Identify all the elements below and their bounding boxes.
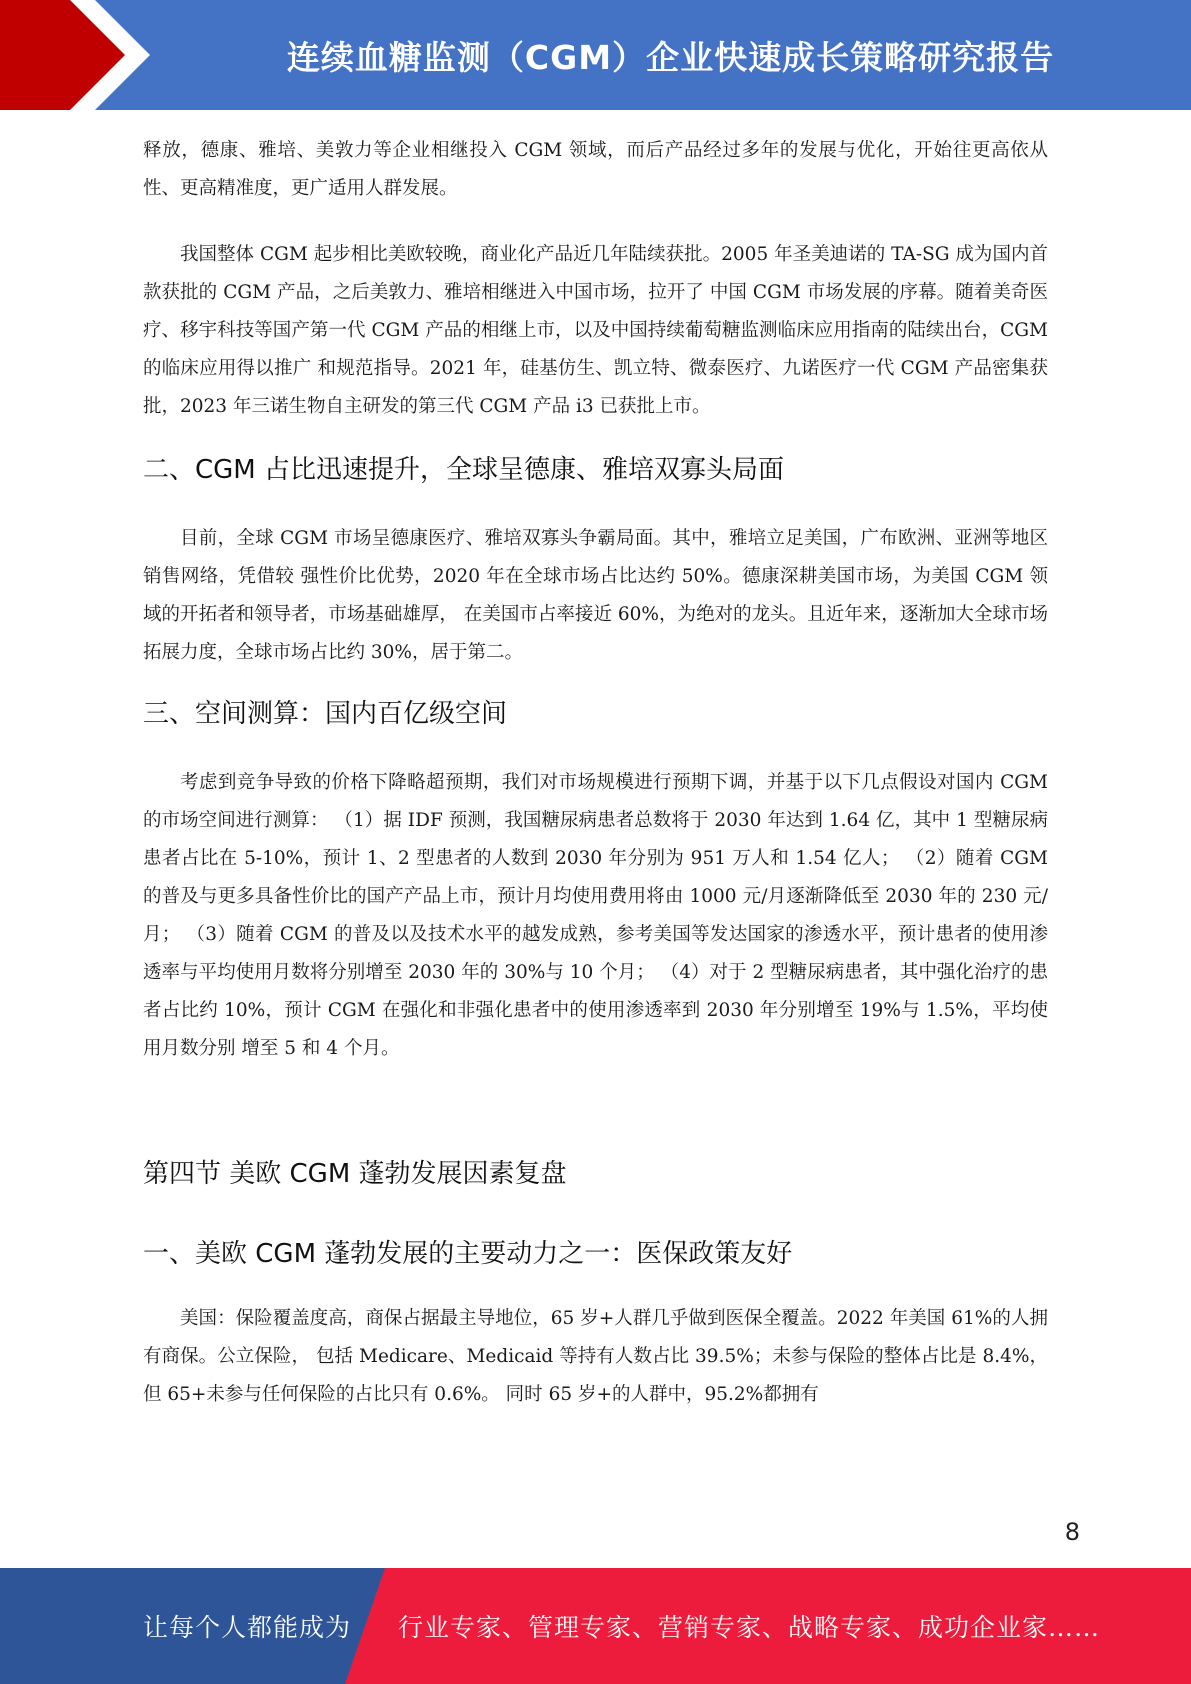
footer-slogan-left: 让每个人都能成为 — [143, 1613, 352, 1642]
page-number: 8 — [1064, 1518, 1080, 1546]
heading-cgm-share: 二、CGM 占比迅速提升，全球呈德康、雅培双寡头局面 — [143, 455, 784, 485]
heading-insurance-policy: 一、美欧 CGM 蓬勃发展的主要动力之一：医保政策友好 — [143, 1239, 793, 1269]
paragraph-china-cgm-history: 我国整体 CGM 起步相比美欧较晚，商业化产品近几年陆续获批。2005 年圣美迪诺的 TA-SG 成为国内首款获批的 CGM 产品，之后美敦力、雅培相继进入中国市场，拉开了 中国 CGM 市场发展的序幕。随着美奇医疗、移宇科技等国产第一代 CGM 产品的相继上市，以及中国持续葡萄糖监测临床应用指南的陆续出台，CGM 的临床应用得以推广 和规范指导。2021 年，硅基仿生、凯立特、微泰医疗、九诺医疗一代 CGM 产品密集获批，2023 年三诺生物自主研发的第三代 CGM 产品 i3 已获批上市。 — [143, 244, 1048, 417]
heading-market-size: 三、空间测算：国内百亿级空间 — [143, 699, 508, 729]
page-footer — [0, 1568, 1191, 1684]
report-title: 连续血糖监测（CGM）企业快速成长策略研究报告 — [286, 37, 1055, 77]
paragraph-market-estimation: 考虑到竞争导致的价格下降略超预期，我们对市场规模进行预期下调，并基于以下几点假设对国内 CGM 的市场空间进行测算： （1）据 IDF 预测，我国糖尿病患者总数将于 2030 年达到 1.64 亿，其中 1 型糖尿病患者占比在 5-10%，预计 1、2 型患者的人数到 2030 年分别为 951 万人和 1.54 亿人； （2）随着 CGM 的普及与更多具备性价比的国产产品上市，预计月均使用费用将由 1000 元/月逐渐降低至 2030 年的 230 元/月； （3）随着 CGM 的普及以及技术水平的越发成熟，参考美国等发达国家的渗透水平，预计患者的使用渗透率与平均使用月数将分别增至 2030 年的 30%与 10 个月； （4）对于 2 型糖尿病患者，其中强化治疗的患者占比约 10%，预计 CGM 在强化和非强化患者中的使用渗透率到 2030 年分别增至 19%与 1.5%，平均使用月数分别 增至 5 和 4 个月。 — [143, 772, 1048, 1059]
page-content — [143, 132, 1048, 1414]
footer-slogan-right: 行业专家、管理专家、营销专家、战略专家、成功企业家…… — [398, 1613, 1101, 1642]
page-header — [0, 0, 1191, 110]
paragraph-continuation: 释放，德康、雅培、美敦力等企业相继投入 CGM 领域，而后产品经过多年的发展与优化，开始往更高依从性、更高精准度，更广适用人群发展。 — [143, 140, 1048, 199]
section-title: 第四节 美欧 CGM 蓬勃发展因素复盘 — [143, 1159, 567, 1189]
paragraph-global-market: 目前，全球 CGM 市场呈德康医疗、雅培双寡头争霸局面。其中，雅培立足美国，广布欧洲、亚洲等地区销售网络，凭借较 强性价比优势，2020 年在全球市场占比达约 50%。德康深耕美国市场，为美国 CGM 领域的开拓者和领导者，市场基础雄厚， 在美国市占率接近 60%，为绝对的龙头。且近年来，逐渐加大全球市场拓展力度，全球市场占比约 30%，居于第二。 — [143, 528, 1048, 663]
paragraph-us-insurance: 美国：保险覆盖度高，商保占据最主导地位，65 岁+人群几乎做到医保全覆盖。2022 年美国 61%的人拥有商保。公立保险， 包括 Medicare、Medicaid 等持有人数占比 39.5%；未参与保险的整体占比是 8.4%，但 65+未参与任何保险的占比只有 0.6%。 同时 65 岁+的人群中，95.2%都拥有 — [143, 1308, 1048, 1405]
